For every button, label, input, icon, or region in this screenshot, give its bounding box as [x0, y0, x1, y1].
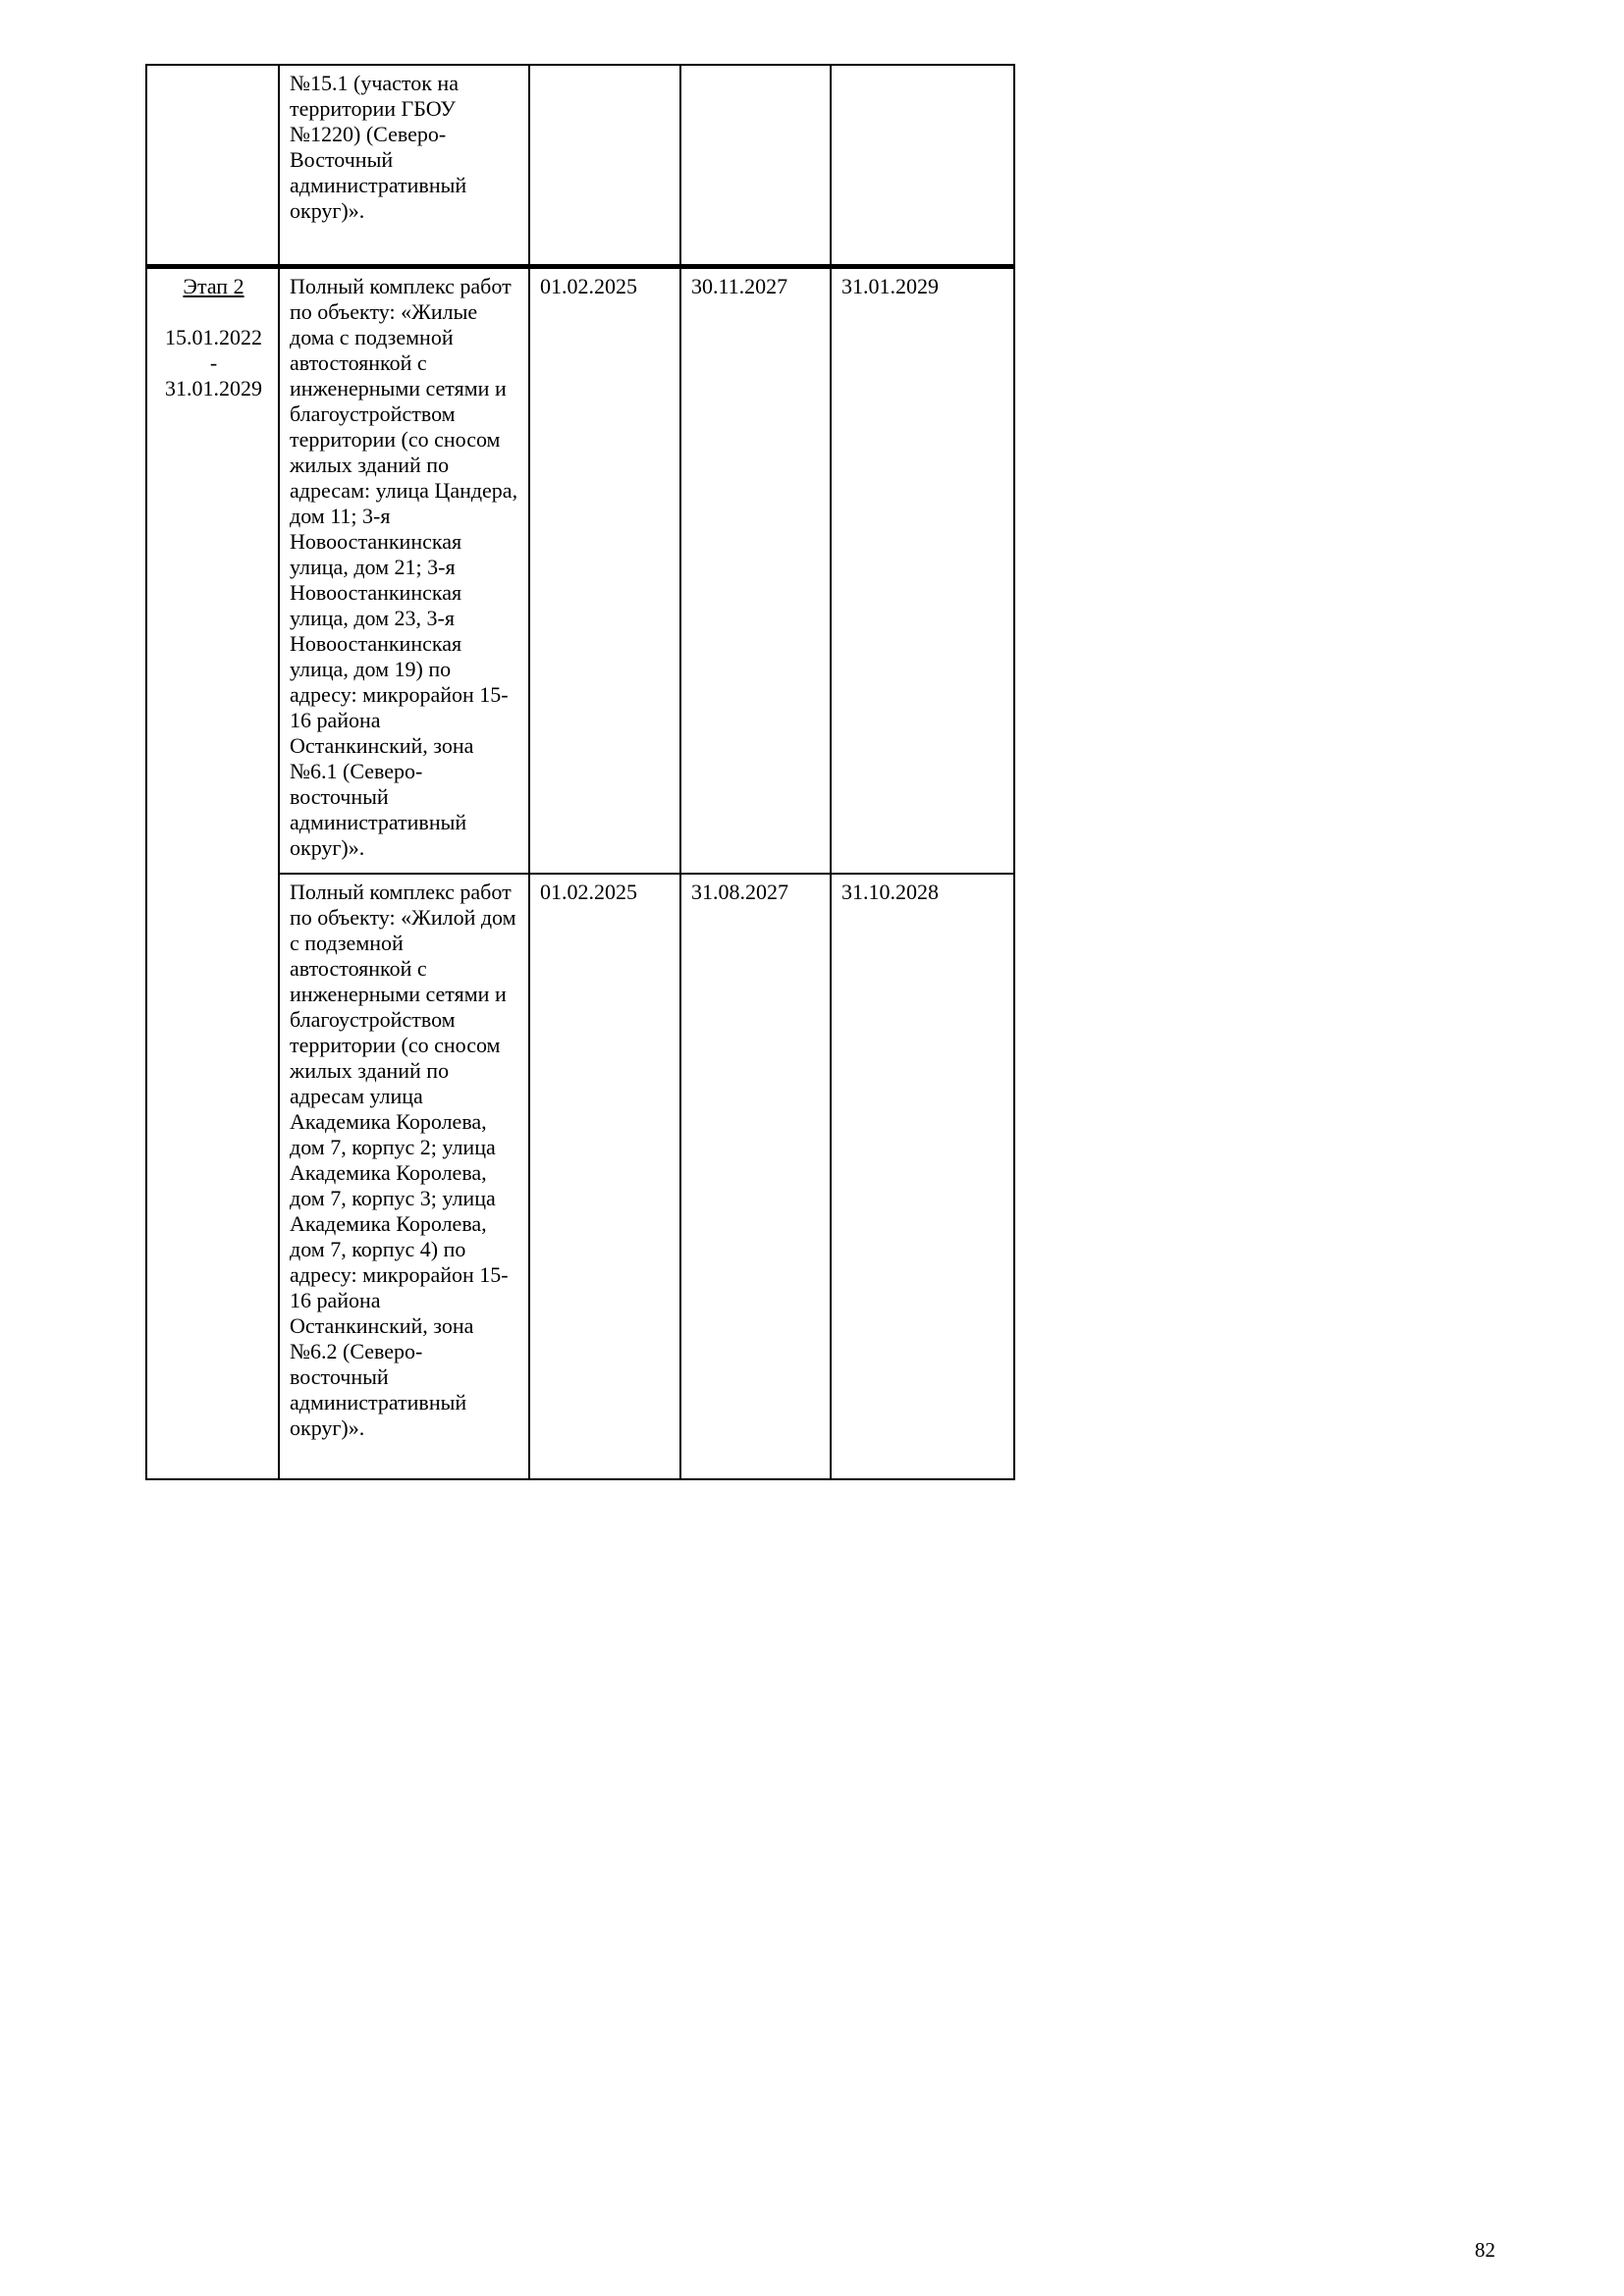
stage-dash: - — [209, 349, 218, 375]
date-text: 31.08.2027 — [691, 880, 788, 904]
date-text: 31.10.2028 — [841, 880, 939, 904]
stage-cell — [146, 266, 279, 1479]
description-text: Полный комплекс работ по объекту: «Жилые дома с подземной автостоянкой с инженерными сетями и благоустройством территории (со сносом жилых зданий по адресам: улица Цандера, дом 11; 3-я Новоостанкинская улица, дом 21; 3-я Новоостанкинская улица, дом 23, 3-я Новоостанкинская улица, дом 19) по адресу: микрорайон 15-16 района Останкинский, зона №6.1 (Северо-восточный административный округ)». — [290, 273, 518, 860]
description-cell-continued — [279, 65, 529, 266]
date-text: 01.02.2025 — [540, 273, 637, 298]
stage-end-date: 31.01.2029 — [165, 375, 262, 400]
page-number: 82 — [1475, 2238, 1495, 2262]
stage-label: Этап 2 — [183, 273, 244, 298]
date-cell-empty-3 — [831, 65, 1014, 266]
date-cell-start-object2 — [529, 874, 680, 1479]
table-row-continued — [146, 65, 1014, 266]
date-cell-empty-1 — [529, 65, 680, 266]
date-cell-mid-object2 — [680, 874, 831, 1479]
schedule-table — [145, 64, 1015, 1480]
description-cell-object2 — [279, 874, 529, 1479]
date-text: 31.01.2029 — [841, 273, 939, 298]
description-text: №15.1 (участок на территории ГБОУ №1220) (Северо-Восточный административный округ)». — [290, 71, 467, 223]
date-cell-empty-2 — [680, 65, 831, 266]
date-text: 01.02.2025 — [540, 880, 637, 904]
stage-start-date: 15.01.2022 — [165, 324, 262, 349]
date-cell-end-object1 — [831, 266, 1014, 874]
date-cell-mid-object1 — [680, 266, 831, 874]
date-text: 30.11.2027 — [691, 273, 788, 298]
description-cell-object1 — [279, 266, 529, 874]
date-cell-end-object2 — [831, 874, 1014, 1479]
stage-cell-empty — [146, 65, 279, 266]
date-cell-start-object1 — [529, 266, 680, 874]
description-text: Полный комплекс работ по объекту: «Жилой дом с подземной автостоянкой с инженерными сетями и благоустройством территории (со сносом жилых зданий по адресам улица Академика Королева, дом 7, корпус 2; улица Академика Королева, дом 7, корпус 3; улица Академика Королева, дом 7, корпус 4) по адресу: микрорайон 15-16 района Останкинский, зона №6.2 (Северо-восточный административный округ)». — [290, 880, 516, 1440]
table-row-stage2-object1 — [146, 266, 1014, 874]
